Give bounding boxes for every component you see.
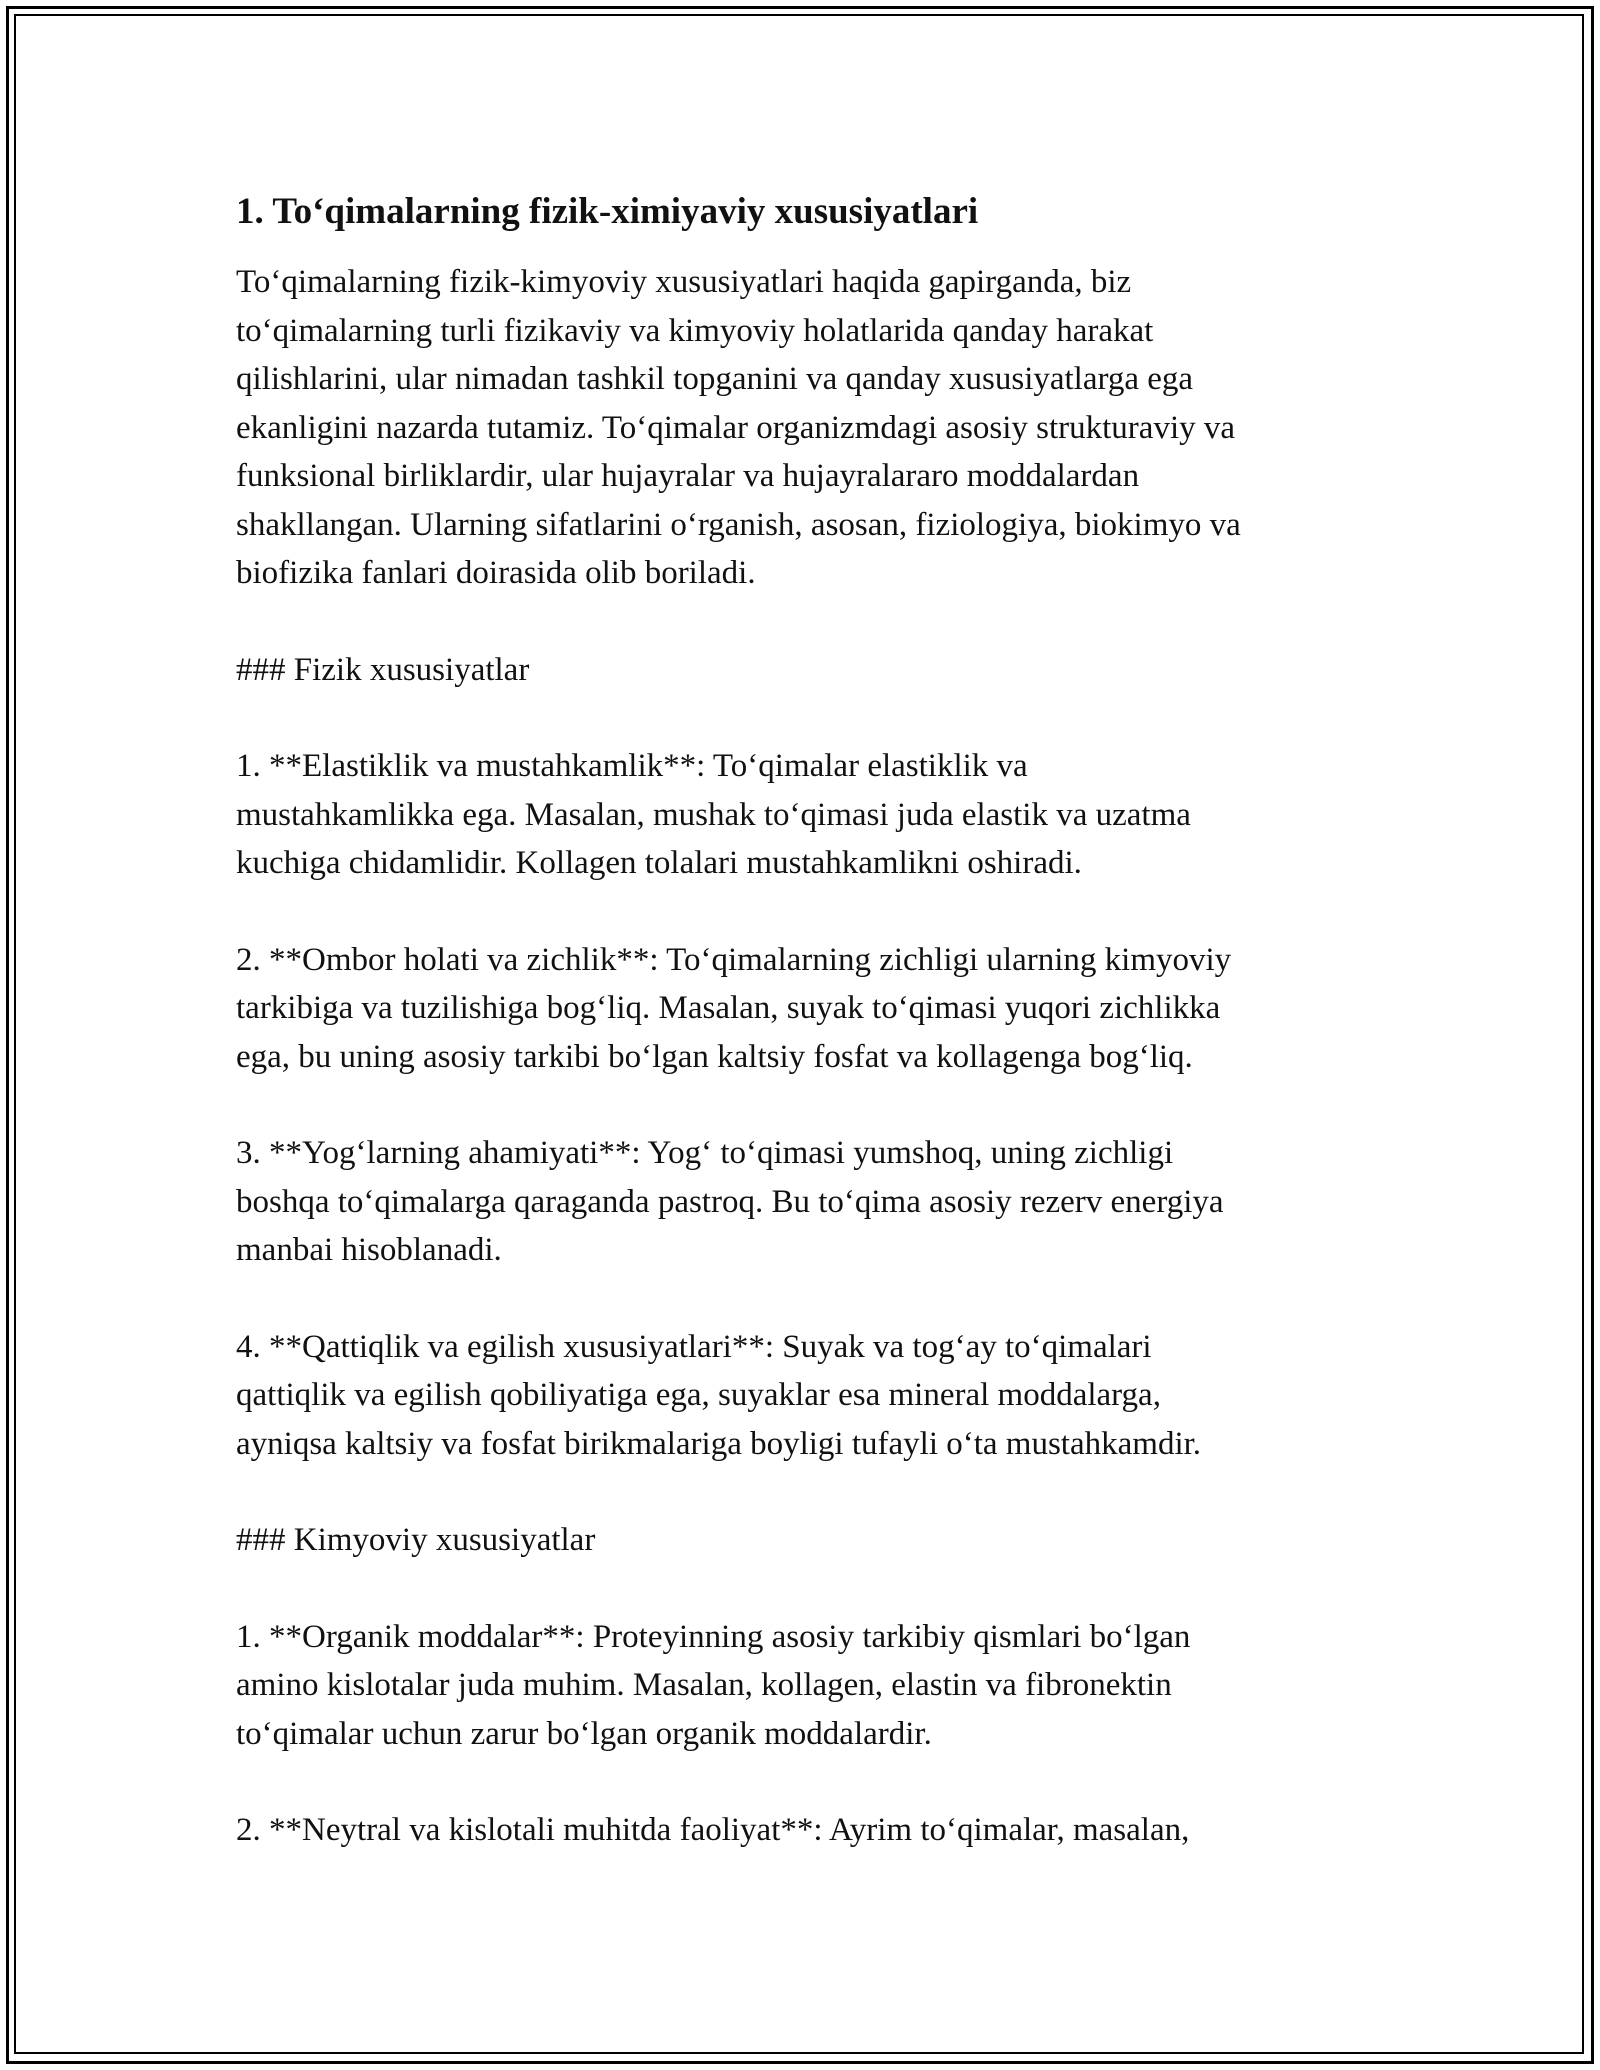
- list-item-fats: 3. **Yog‘larning ahamiyati**: Yog‘ to‘qimasi yumshoq, uning zichligi boshqa to‘qimalarga qaraganda pastroq. Bu to‘qima asosiy rezerv energiya manbai hisoblanadi.: [236, 1135, 1224, 1268]
- list-item-elasticity: 1. **Elastiklik va mustahkamlik**: To‘qimalar elastiklik va mustahkamlikka ega. Masalan, mushak to‘qimasi juda elastik va uzatma kuchiga chidamlidir. Kollagen tolalari mustahkamlikni oshiradi.: [236, 748, 1191, 881]
- list-item-organic: 1. **Organik moddalar**: Proteyinning asosiy tarkibiy qismlari bo‘lgan amino kislotalar juda muhim. Masalan, kollagen, elastin va fibronektin to‘qimalar uchun zarur bo‘lgan organik moddalardir.: [236, 1618, 1191, 1752]
- list-item-neutral-acidic: 2. **Neytral va kislotali muhitda faoliyat**: Ayrim to‘qimalar, masalan,: [236, 1812, 1190, 1848]
- list-item-density: 2. **Ombor holati va zichlik**: To‘qimalarning zichligi ularning kimyoviy tarkibiga va tuzilishiga bog‘liq. Masalan, suyak to‘qimasi yuqori zichlikka ega, bu uning asosiy tarkibi bo‘lgan kaltsiy fosfat va kollagenga bog‘liq.: [236, 941, 1232, 1075]
- intro-paragraph: To‘qimalarning fizik-kimyoviy xususiyatlari haqida gapirganda, biz to‘qimalarning turli fizikaviy va kimyoviy holatlarida qanday harakat qilishlarini, ular nimadan tashkil topganini va qanday xususiyatlarga ega ekanligini nazarda tutamiz. To‘qimalar organizmdagi asosiy strukturaviy va funksional birliklardir, ular hujayralar va hujayralararo moddalardan shakllangan. Ularning sifatlarini o‘rganish, asosan, fiziologiya, biokimyo va biofizika fanlari doirasida olib boriladi.: [236, 264, 1241, 591]
- document-title: 1. To‘qimalarning fizik-ximiyaviy xususiyatlari: [236, 191, 979, 232]
- list-item-hardness: 4. **Qattiqlik va egilish xususiyatlari**: Suyak va tog‘ay to‘qimalari qattiqlik va egilish qobiliyatiga ega, suyaklar esa mineral moddalarga, ayniqsa kaltsiy va fosfat birikmalariga boyligi tufayli o‘ta mustahkamdir.: [236, 1328, 1202, 1462]
- document-body: [236, 186, 1366, 1903]
- section-heading-chemical: ### Kimyoviy xususiyatlar: [236, 1522, 596, 1558]
- section-heading-physical: ### Fizik xususiyatlar: [236, 651, 530, 688]
